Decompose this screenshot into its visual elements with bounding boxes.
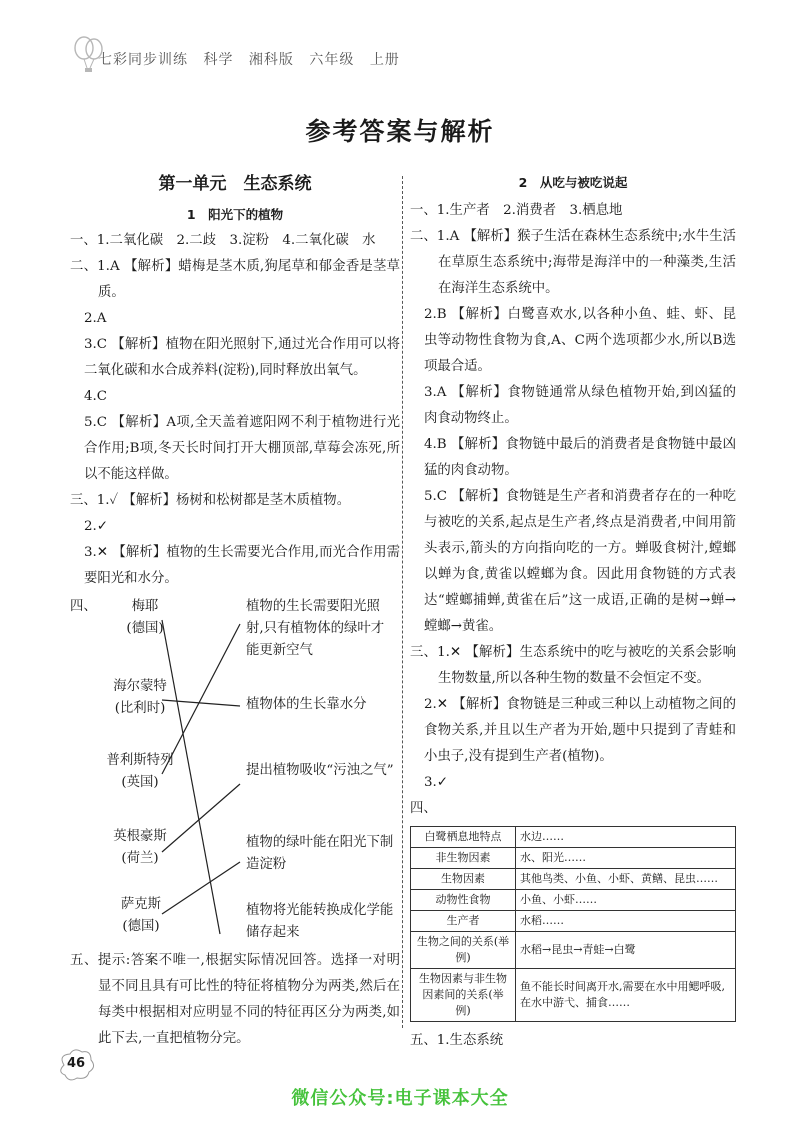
- grade: 六年级: [309, 52, 355, 68]
- r-answer-2-4: 4.B 【解析】食物链中最后的消费者是食物链中最凶猛的肉食动物。: [424, 437, 736, 478]
- matching-diagram: [70, 594, 400, 948]
- lesson-title: 1 阳光下的植物: [186, 207, 284, 222]
- table-key-cell: 生物因素: [411, 869, 516, 890]
- edition: 湘科版: [248, 52, 294, 68]
- table-key-cell: 非生物因素: [411, 848, 516, 869]
- table-value-cell: 水边……: [516, 827, 736, 848]
- column-divider: [402, 176, 403, 1028]
- r-answer-2-5: 5.C 【解析】食物链是生产者和消费者存在的一种吃与被吃的关系,起点是生产者,终点是消费者,中间用箭头表示,箭头的方向指向吃的一方。蝉吸食树汁,螳螂以蝉为食,黄雀以螳螂为食。因此用食物链的方式表达“螳螂捕蝉,黄雀在后”这一成语,正确的是树→蝉→螳螂→黄雀。: [424, 489, 736, 634]
- table-key-cell: 生物因素与非生物因素间的关系(举例): [411, 969, 516, 1022]
- r-answer-section-1: 一、1.生产者 2.消费者 3.栖息地: [410, 203, 623, 218]
- table-row: [411, 848, 736, 869]
- section-4-label: 四、: [70, 599, 97, 614]
- table-row: [411, 969, 736, 1022]
- answer-section-1: 一、1.二氧化碳 2.二歧 3.淀粉 4.二氧化碳 水: [70, 233, 376, 248]
- table-key-cell: 生产者: [411, 911, 516, 932]
- scientist-4: 英根豪斯 (荷兰): [113, 829, 167, 866]
- table-row: [411, 932, 736, 969]
- table-row: [411, 827, 736, 848]
- table-value-cell: 小鱼、小虾……: [516, 890, 736, 911]
- answer-3-2: 2.✓: [84, 519, 108, 534]
- subject: 科学: [203, 52, 234, 68]
- table-row: [411, 911, 736, 932]
- scientist-5: 萨克斯 (德国): [120, 897, 162, 934]
- finding-2: 植物体的生长靠水分: [246, 697, 367, 712]
- page-title: 参考答案与解析: [305, 117, 495, 146]
- table-row: [411, 869, 736, 890]
- answer-2-2: 2.A: [84, 311, 107, 326]
- answer-section-5: 五、提示:答案不唯一,根据实际情况回答。选择一对明显不同且具有可比性的特征将植物分为两类,然后在每类中根据相对应明显不同的特征再区分为两类,如此下去,一直把植物分完。: [70, 953, 400, 1046]
- r-answer-3-1: 三、1.✕ 【解析】生态系统中的吃与被吃的关系会影响生物数量,所以各种生物的数量不会恒定不变。: [410, 645, 736, 686]
- r-answer-3-2: 2.✕ 【解析】食物链是三种或三种以上动植物之间的食物关系,并且以生产者为开始,题中只提到了青蛙和小虫子,没有提到生产者(植物)。: [424, 697, 736, 764]
- table-row: [411, 890, 736, 911]
- page-header: [78, 44, 410, 74]
- table-value-cell: 水稻……: [516, 911, 736, 932]
- answer-2-4: 4.C: [84, 389, 108, 404]
- page-number-text: 46: [66, 1056, 86, 1071]
- answer-3-3: 3.✕ 【解析】植物的生长需要光合作用,而光合作用需要阳光和水分。: [84, 545, 400, 586]
- table-key-cell: 白鹭栖息地特点: [411, 827, 516, 848]
- right-column: [410, 170, 736, 1054]
- answer-3-1: 三、1.✓ 【解析】杨树和松树都是茎木质植物。: [70, 493, 351, 508]
- lesson-title-2: 2 从吃与被吃说起: [518, 175, 628, 190]
- unit-title: 第一单元 生态系统: [158, 174, 312, 194]
- r-answer-section-4: 四、: [410, 801, 437, 816]
- series-name: 七彩同步训练: [98, 52, 188, 68]
- series-info: [98, 49, 410, 69]
- r-answer-section-5: 五、1.生态系统: [410, 1033, 504, 1048]
- table-key-cell: 生物之间的关系(举例): [411, 932, 516, 969]
- table-value-cell: 水、阳光……: [516, 848, 736, 869]
- balloon-logo-icon: [72, 34, 106, 74]
- scientist-3: 普利斯特列 (英国): [106, 753, 174, 790]
- watermark: 微信公众号:电子课本大全: [291, 1088, 509, 1109]
- finding-5: 植物将光能转换成化学能储存起来: [246, 903, 394, 940]
- scientist-2: 海尔蒙特 (比利时): [113, 679, 167, 716]
- table-value-cell: 鱼不能长时间离开水,需要在水中用鳃呼吸,在水中游弋、捕食……: [516, 969, 736, 1022]
- finding-3: 提出植物吸收“污浊之气”: [246, 763, 394, 778]
- table-value-cell: 其他鸟类、小鱼、小虾、黄鳝、昆虫……: [516, 869, 736, 890]
- r-answer-3-3: 3.✓: [424, 775, 448, 790]
- r-answer-2-1: 二、1.A 【解析】猴子生活在森林生态系统中;水牛生活在草原生态系统中;海带是海洋中的一种藻类,生活在海洋生态系统中。: [410, 229, 736, 296]
- answer-2-1: 二、1.A 【解析】蜡梅是茎木质,狗尾草和郁金香是茎草质。: [70, 259, 400, 300]
- answer-2-5: 5.C 【解析】A项,全天盖着遮阳网不利于植物进行光合作用;B项,冬天长时间打开大棚顶部,草莓会冻死,所以不能这样做。: [84, 415, 400, 482]
- table-value-cell: 水稻→昆虫→青蛙→白鹭: [516, 932, 736, 969]
- r-answer-2-3: 3.A 【解析】食物链通常从绿色植物开始,到凶猛的肉食动物终止。: [424, 385, 736, 426]
- scientist-1: 梅耶 (德国): [126, 599, 164, 636]
- egret-habitat-table: [410, 826, 736, 1022]
- left-column: [70, 170, 400, 1052]
- finding-4: 植物的绿叶能在阳光下制造淀粉: [246, 835, 394, 872]
- r-answer-2-2: 2.B 【解析】白鹭喜欢水,以各种小鱼、蛙、虾、昆虫等动物性食物为食,A、C两个选项都少水,所以B选项最合适。: [424, 307, 736, 374]
- table-key-cell: 动物性食物: [411, 890, 516, 911]
- finding-1: 植物的生长需要阳光照射,只有植物体的绿叶才能更新空气: [246, 599, 385, 658]
- volume: 上册: [369, 52, 400, 68]
- page-number: [56, 1048, 96, 1082]
- answer-2-3: 3.C 【解析】植物在阳光照射下,通过光合作用可以将二氧化碳和水合成养料(淀粉),同时释放出氧气。: [84, 337, 400, 378]
